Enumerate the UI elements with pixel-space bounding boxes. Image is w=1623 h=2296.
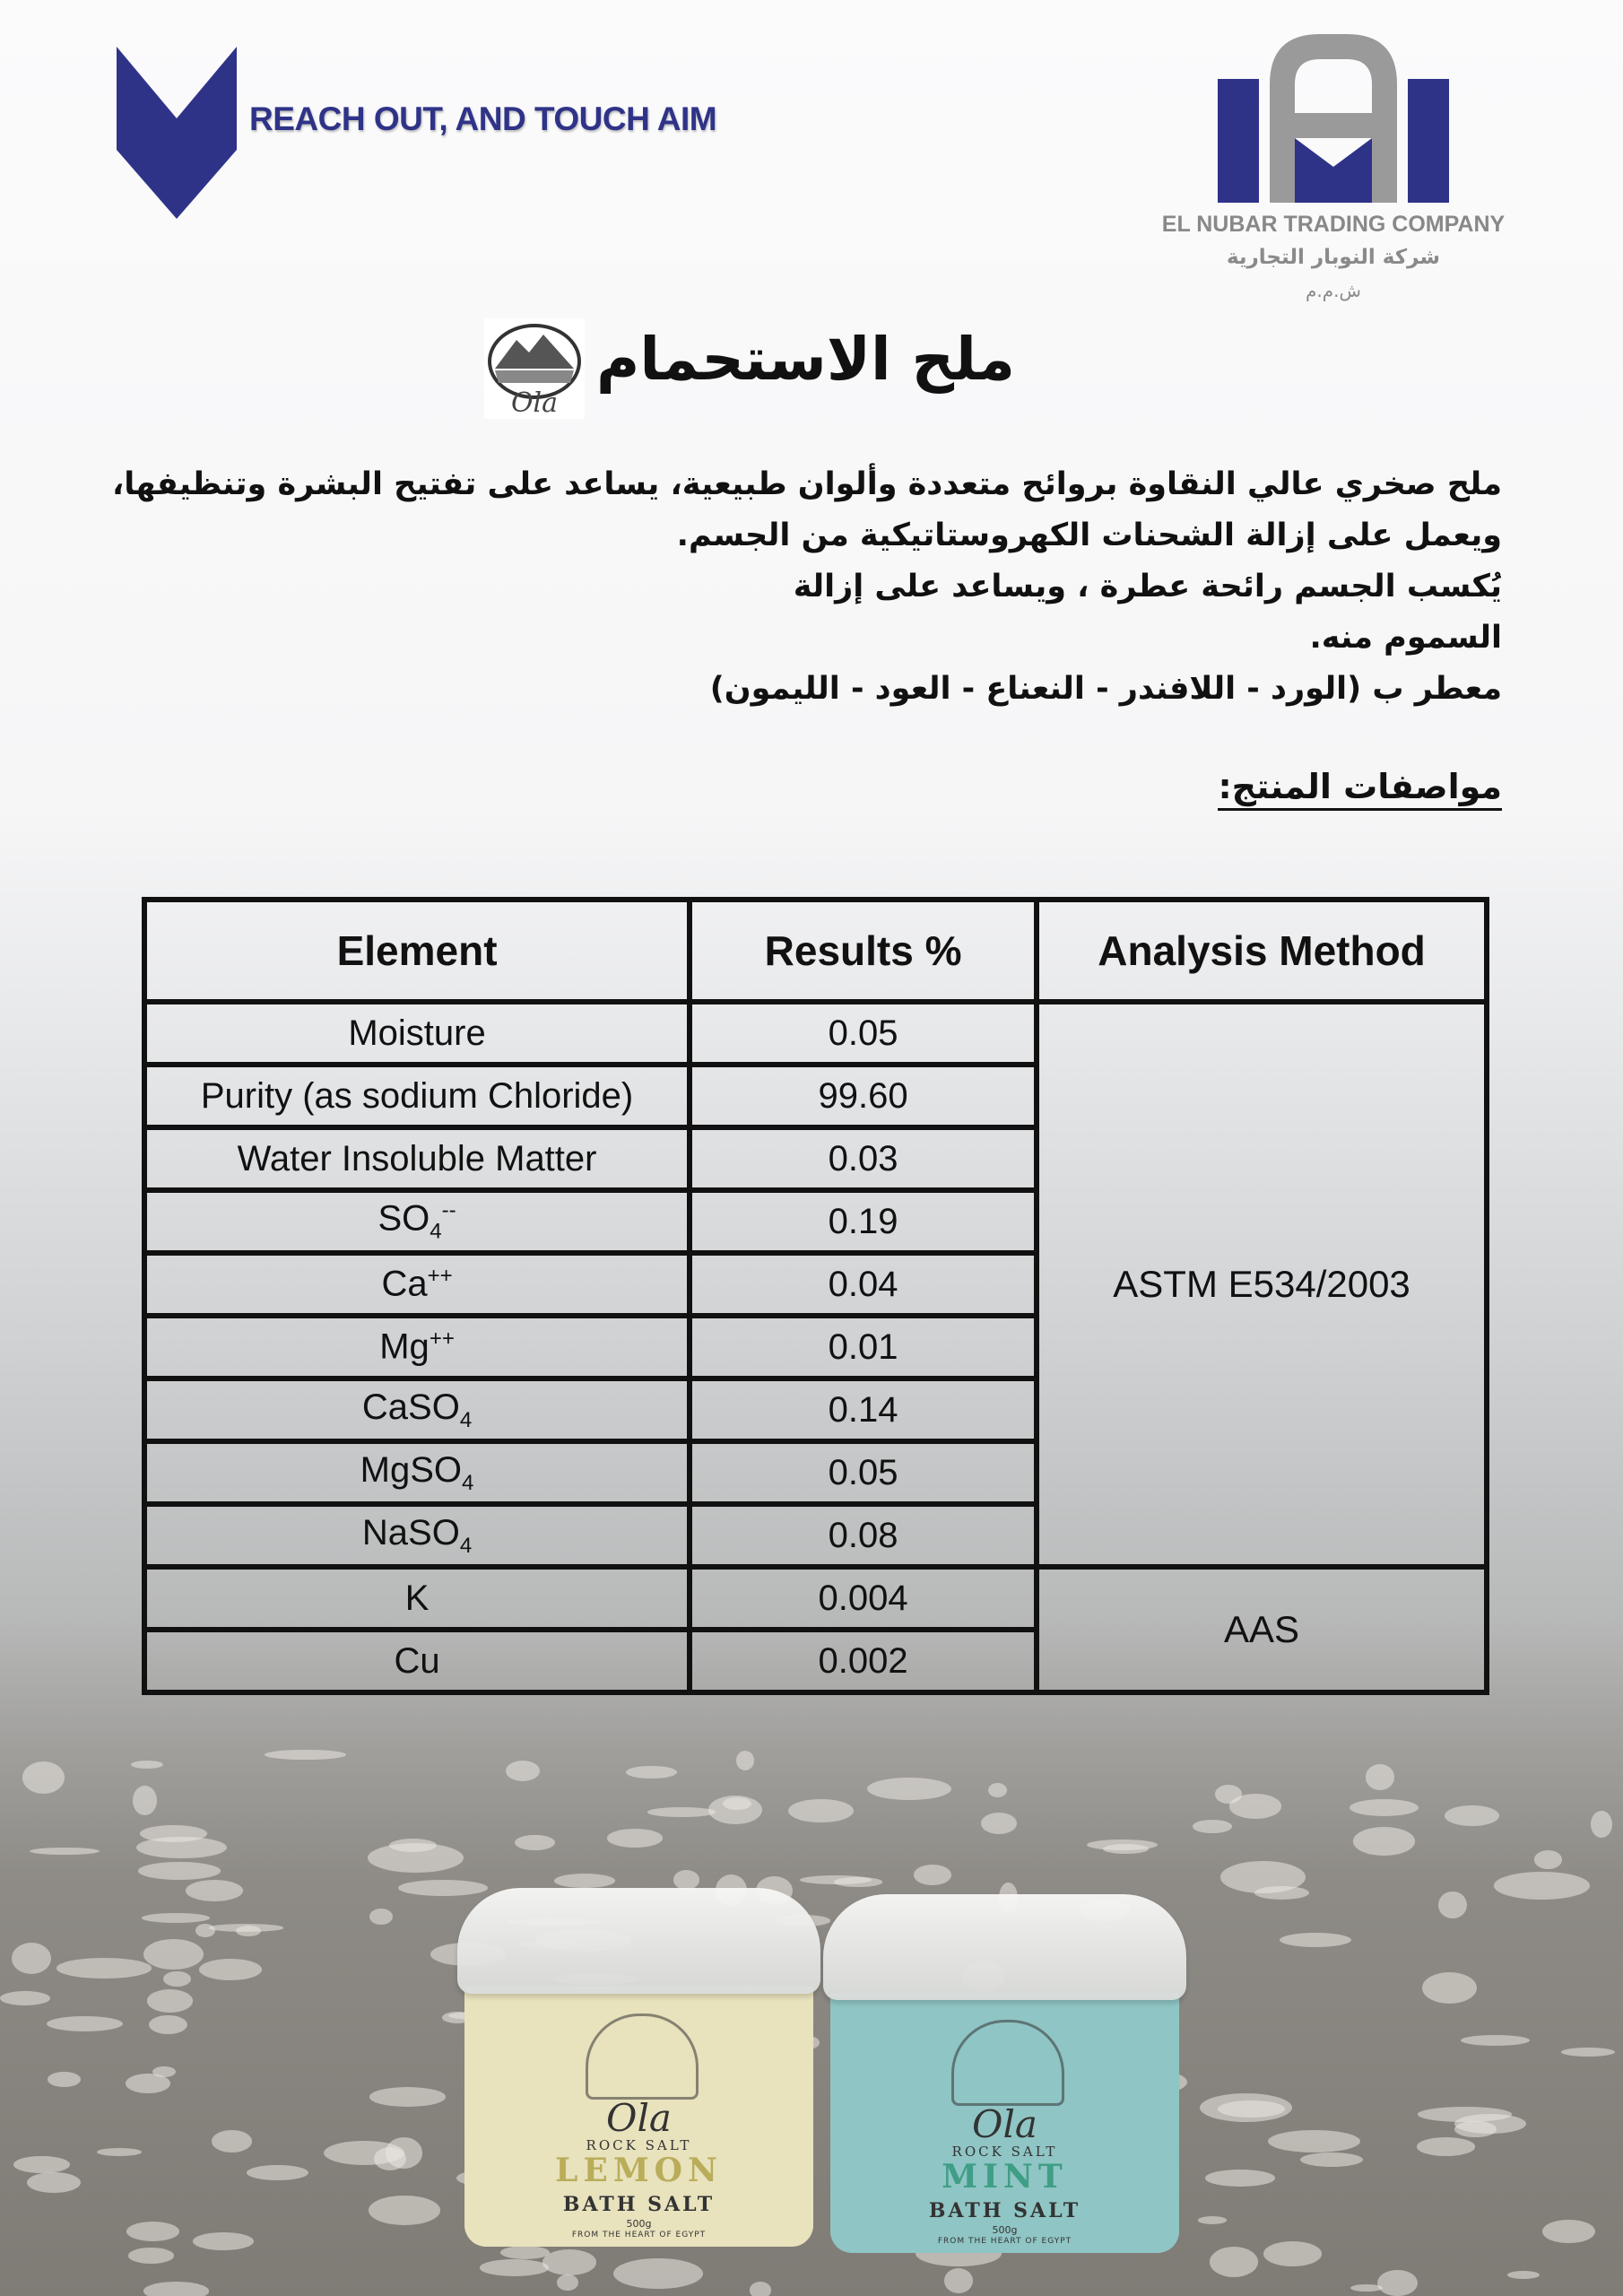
- page-title: ملح الاستحمام: [596, 325, 1015, 394]
- method-cell: AAS: [1037, 1567, 1487, 1692]
- jar-weight: 500g: [992, 2224, 1018, 2236]
- salt-crust: [750, 2282, 772, 2296]
- result-cell: 0.08: [690, 1504, 1037, 1567]
- salt-crust: [500, 2246, 550, 2259]
- salt-crust: [515, 1835, 555, 1851]
- salt-crust: [47, 2016, 123, 2031]
- element-cell: Ca++: [144, 1253, 690, 1316]
- salt-crust: [13, 2156, 70, 2174]
- salt-crust: [1350, 1799, 1419, 1816]
- salt-crust: [143, 2282, 209, 2296]
- tagline: REACH OUT, AND TOUCH AIM: [249, 100, 717, 137]
- salt-crust: [1268, 2130, 1360, 2152]
- result-cell: 0.04: [690, 1253, 1037, 1316]
- salt-crust: [149, 2015, 187, 2034]
- result-cell: 0.05: [690, 1002, 1037, 1065]
- ola-brand-mark-icon: [484, 318, 585, 419]
- salt-crust: [981, 1813, 1017, 1834]
- spec-heading: مواصفات المنتج:: [1058, 767, 1502, 806]
- element-cell: Cu: [144, 1630, 690, 1692]
- table-header-row: [144, 900, 1487, 1002]
- element-cell: Water Insoluble Matter: [144, 1127, 690, 1190]
- salt-crust: [626, 1766, 676, 1779]
- salt-crust: [1377, 2270, 1417, 2296]
- salt-crust: [1229, 1794, 1282, 1819]
- company-suffix: ش.م.م: [1306, 280, 1361, 301]
- salt-crust: [944, 2268, 973, 2293]
- salt-crust: [673, 1870, 700, 1890]
- salt-crust: [30, 1848, 100, 1855]
- salt-crust: [736, 1751, 754, 1770]
- salt-crust: [1542, 2220, 1595, 2244]
- jar-type: BATH SALT: [928, 2199, 1081, 2222]
- salt-crust: [126, 2074, 170, 2093]
- salt-crust: [0, 1991, 50, 2005]
- salt-crust: [914, 1865, 951, 1885]
- salt-crust: [1461, 2035, 1530, 2046]
- salt-crust: [1445, 1805, 1499, 1826]
- salt-crust: [142, 1913, 210, 1923]
- salt-crust: [1454, 2121, 1497, 2138]
- salt-crust: [647, 1807, 716, 1816]
- salt-crust: [133, 1786, 157, 1815]
- salt-crust: [265, 1750, 346, 1761]
- chevron-logo-icon: [117, 47, 237, 219]
- salt-crust: [1494, 1872, 1590, 1899]
- column-header: Results %: [690, 900, 1037, 1002]
- salt-crust: [193, 2232, 254, 2250]
- salt-crust: [22, 1761, 65, 1794]
- salt-crust: [247, 2165, 308, 2180]
- salt-crust: [97, 2148, 142, 2156]
- jar-type: BATH SALT: [562, 2193, 716, 2216]
- jar-subtitle: ROCK SALT: [951, 2144, 1058, 2160]
- jar-brand: Ola: [606, 2096, 672, 2140]
- jar-flavor: MINT: [942, 2158, 1068, 2196]
- salt-crust: [1103, 1844, 1149, 1854]
- description-line: السموم منه.: [1309, 620, 1502, 656]
- salt-crust: [607, 1829, 663, 1847]
- result-cell: 0.01: [690, 1316, 1037, 1378]
- salt-crust: [369, 2196, 439, 2224]
- element-cell: Moisture: [144, 1002, 690, 1065]
- salt-crust: [1534, 1850, 1562, 1868]
- salt-crust: [1353, 1827, 1414, 1855]
- description-line: معطر ب (الورد - اللافندر - النعناع - العود - الليمون): [709, 671, 1502, 707]
- element-cell: CaSO$_4$: [144, 1378, 690, 1441]
- result-cell: 0.05: [690, 1441, 1037, 1504]
- description-line: ملح صخري عالي النقاوة بروائح متعددة وألوان طبيعية، يساعد على تفتيح البشرة وتنظيفها، ويعمل على إزالة الشحنات الكهروستاتيكية من الجسم.: [111, 466, 1502, 553]
- jar-origin: FROM THE HEART OF EGYPT: [571, 2231, 707, 2239]
- lemon-jar-image: [457, 1888, 820, 2247]
- mint-jar-image: [823, 1894, 1186, 2253]
- element-cell: K: [144, 1567, 690, 1630]
- salt-crust: [209, 1924, 283, 1931]
- salt-crust: [369, 1909, 393, 1925]
- salt-crust: [613, 2258, 703, 2290]
- salt-crust: [186, 1880, 243, 1901]
- company-logo-icon: [1218, 32, 1449, 203]
- element-cell: $SO_4^{--}$: [144, 1190, 690, 1253]
- salt-crust: [480, 2259, 549, 2275]
- column-header: Analysis Method: [1037, 900, 1487, 1002]
- salt-crust: [143, 1939, 204, 1970]
- salt-crust: [12, 1943, 51, 1974]
- column-header: Element: [144, 900, 690, 1002]
- jar-lid: [823, 1894, 1186, 2000]
- company-name-en: EL NUBAR TRADING COMPANY: [1161, 212, 1506, 237]
- salt-crust: [1300, 2152, 1364, 2167]
- table-row: [144, 1567, 1487, 1630]
- salt-crust: [212, 2130, 252, 2152]
- salt-crust: [988, 1783, 1008, 1798]
- salt-crust: [27, 2172, 81, 2193]
- salt-crust: [163, 1971, 190, 1987]
- salt-crust: [128, 2248, 175, 2264]
- salt-crust: [1507, 2271, 1540, 2279]
- company-name-ar: شركة النوبار التجارية: [1226, 246, 1441, 269]
- salt-crust: [147, 1989, 193, 2013]
- jar-weight: 500g: [626, 2218, 652, 2230]
- table-row: [144, 1002, 1487, 1065]
- salt-crust: [1417, 2137, 1475, 2155]
- element-cell: MgSO$_4$: [144, 1441, 690, 1504]
- salt-crust: [1418, 2107, 1512, 2122]
- element-cell: Mg++: [144, 1316, 690, 1378]
- salt-crust: [867, 1778, 950, 1800]
- salt-crust: [834, 1877, 882, 1887]
- jar-brand: Ola: [972, 2102, 1037, 2146]
- salt-crust: [1591, 1811, 1612, 1838]
- result-cell: 0.03: [690, 1127, 1037, 1190]
- element-cell: NaSO$_4$: [144, 1504, 690, 1567]
- salt-crust: [389, 1839, 436, 1852]
- salt-crust: [1280, 1933, 1352, 1947]
- salt-crust: [788, 1799, 854, 1823]
- salt-crust: [1263, 2241, 1322, 2266]
- salt-crust: [557, 2274, 579, 2291]
- salt-crust: [1366, 1764, 1393, 1789]
- salt-crust: [542, 2249, 597, 2275]
- salt-crust: [506, 1761, 540, 1781]
- salt-crust: [1210, 2247, 1258, 2277]
- salt-crust: [1220, 1861, 1306, 1893]
- method-cell: ASTM E534/2003: [1037, 1002, 1487, 1567]
- salt-crust: [140, 1825, 207, 1842]
- salt-crust: [1200, 2093, 1292, 2122]
- salt-crust: [56, 1958, 152, 1978]
- salt-crust: [48, 2072, 81, 2087]
- result-cell: 0.002: [690, 1630, 1037, 1692]
- salt-crust: [131, 1761, 162, 1769]
- salt-crust: [386, 2137, 423, 2169]
- product-description: [108, 459, 1502, 715]
- salt-crust: [1350, 2284, 1382, 2292]
- salt-crust: [1422, 1972, 1477, 2004]
- salt-crust: [138, 1862, 221, 1880]
- salt-crust: [1193, 1820, 1232, 1833]
- result-cell: 99.60: [690, 1065, 1037, 1127]
- result-cell: 0.14: [690, 1378, 1037, 1441]
- description-line: يُكسب الجسم رائحة عطرة ، ويساعد على إزالة: [793, 569, 1502, 604]
- spec-table: [142, 897, 1489, 1695]
- salt-crust: [1438, 1892, 1466, 1918]
- jar-lid: [457, 1888, 820, 1994]
- salt-crust: [126, 2222, 180, 2241]
- element-cell: Purity (as sodium Chloride): [144, 1065, 690, 1127]
- salt-crust: [554, 1874, 615, 1888]
- salt-crust: [199, 1959, 262, 1980]
- salt-crust: [1561, 2048, 1615, 2057]
- result-cell: 0.004: [690, 1567, 1037, 1630]
- salt-crust: [1198, 2216, 1227, 2223]
- jar-flavor: LEMON: [555, 2152, 723, 2189]
- salt-crust: [369, 2087, 447, 2107]
- svg-text:Ola: Ola: [510, 387, 559, 419]
- jar-subtitle: ROCK SALT: [586, 2137, 692, 2153]
- jar-origin: FROM THE HEART OF EGYPT: [937, 2237, 1072, 2246]
- salt-crust: [1205, 2170, 1276, 2187]
- result-cell: 0.19: [690, 1190, 1037, 1253]
- salt-crust: [708, 1796, 762, 1824]
